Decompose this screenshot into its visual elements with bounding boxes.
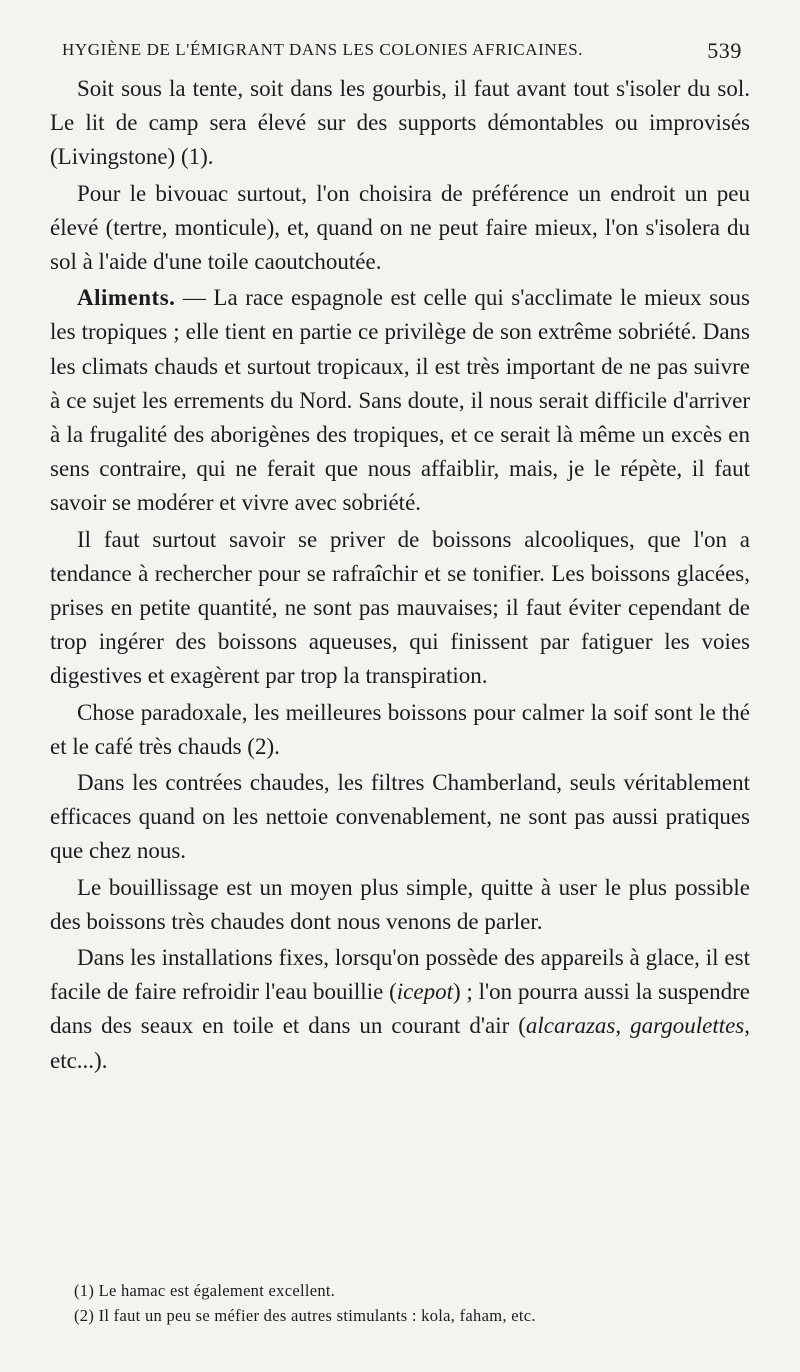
paragraph-3-text: — La race espagnole est celle qui s'acclimate le mieux sous les tropiques ; elle tient en partie ce privilège de son extrême sobriété. Dans les climats chauds et surtout tropicaux, il est très important de ne pas suivre à ce sujet les errements du Nord. Sans doute, il nous serait difficile d'arriver à la frugalité des aborigènes des tropiques, et ce serait là même un excès en sens contraire, qui ne ferait que nous affaiblir, mais, je le répète, il faut savoir se modérer et vivre avec sobriété. (50, 285, 750, 516)
paragraph-8-part-a: Dans les installations fixes, lorsqu'on possède des appareils à glace, il est facile de faire refroidir l'eau bouillie ( (50, 945, 750, 1005)
section-heading-aliments: Aliments. (77, 285, 176, 311)
paragraph-8 (50, 941, 750, 1078)
footnote-2: (2) Il faut un peu se méfier des autres stimulants : kola, faham, etc. (74, 1306, 536, 1325)
paragraph-8-part-b: ) ; l'on pourra aussi la suspendre dans des seaux en toile et dans un courant d'air ( (50, 979, 751, 1039)
term-icepot: icepot (396, 979, 453, 1005)
paragraph-5: Chose paradoxale, les meilleures boissons pour calmer la soif sont le thé et le café très chauds (2). (50, 699, 750, 759)
term-gargoulettes: gargoulettes (630, 1013, 745, 1039)
paragraph-6: Dans les contrées chaudes, les filtres Chamberland, seuls véritablement efficaces quand on les nettoie convenablement, ne sont pas aussi pratiques que chez nous. (50, 770, 750, 864)
paragraph-8-part-d: , etc...). (50, 1013, 751, 1073)
paragraph-2: Pour le bivouac surtout, l'on choisira de préférence un endroit un peu élevé (tertre, monticule), et, quand on ne peut faire mieux, l'on s'isolera du sol à l'aide d'une toile caoutchoutée. (50, 180, 750, 275)
paragraph-7: Le bouillissage est un moyen plus simple, quitte à user le plus possible des boissons très chaudes dont nous venons de parler. (50, 874, 750, 934)
paragraph-1: Soit sous la tente, soit dans les gourbis, il faut avant tout s'isoler du sol. Le lit de camp sera élevé sur des supports démontables ou improvisés (Livingstone) (1). (50, 76, 750, 170)
body-text (50, 72, 750, 1078)
paragraph-8-part-c: , (615, 1013, 631, 1039)
page-number: 539 (707, 38, 742, 63)
page-header (62, 38, 742, 66)
running-title: HYGIÈNE DE L'ÉMIGRANT DANS LES COLONIES AFRICAINES. (62, 40, 584, 59)
footnote-1: (1) Le hamac est également excellent. (74, 1281, 336, 1300)
footnotes (74, 1278, 754, 1328)
paragraph-4: Il faut surtout savoir se priver de boissons alcooliques, que l'on a tendance à rechercher pour se rafraîchir et se tonifier. Les boissons glacées, prises en petite quantité, ne sont pas mauvaises; il faut éviter cependant de trop ingérer des boissons aqueuses, qui finissent par fatiguer les voies digestives et exagèrent par trop la transpiration. (50, 526, 750, 689)
term-alcarazas: alcarazas (525, 1013, 616, 1039)
paragraph-3 (50, 281, 750, 520)
